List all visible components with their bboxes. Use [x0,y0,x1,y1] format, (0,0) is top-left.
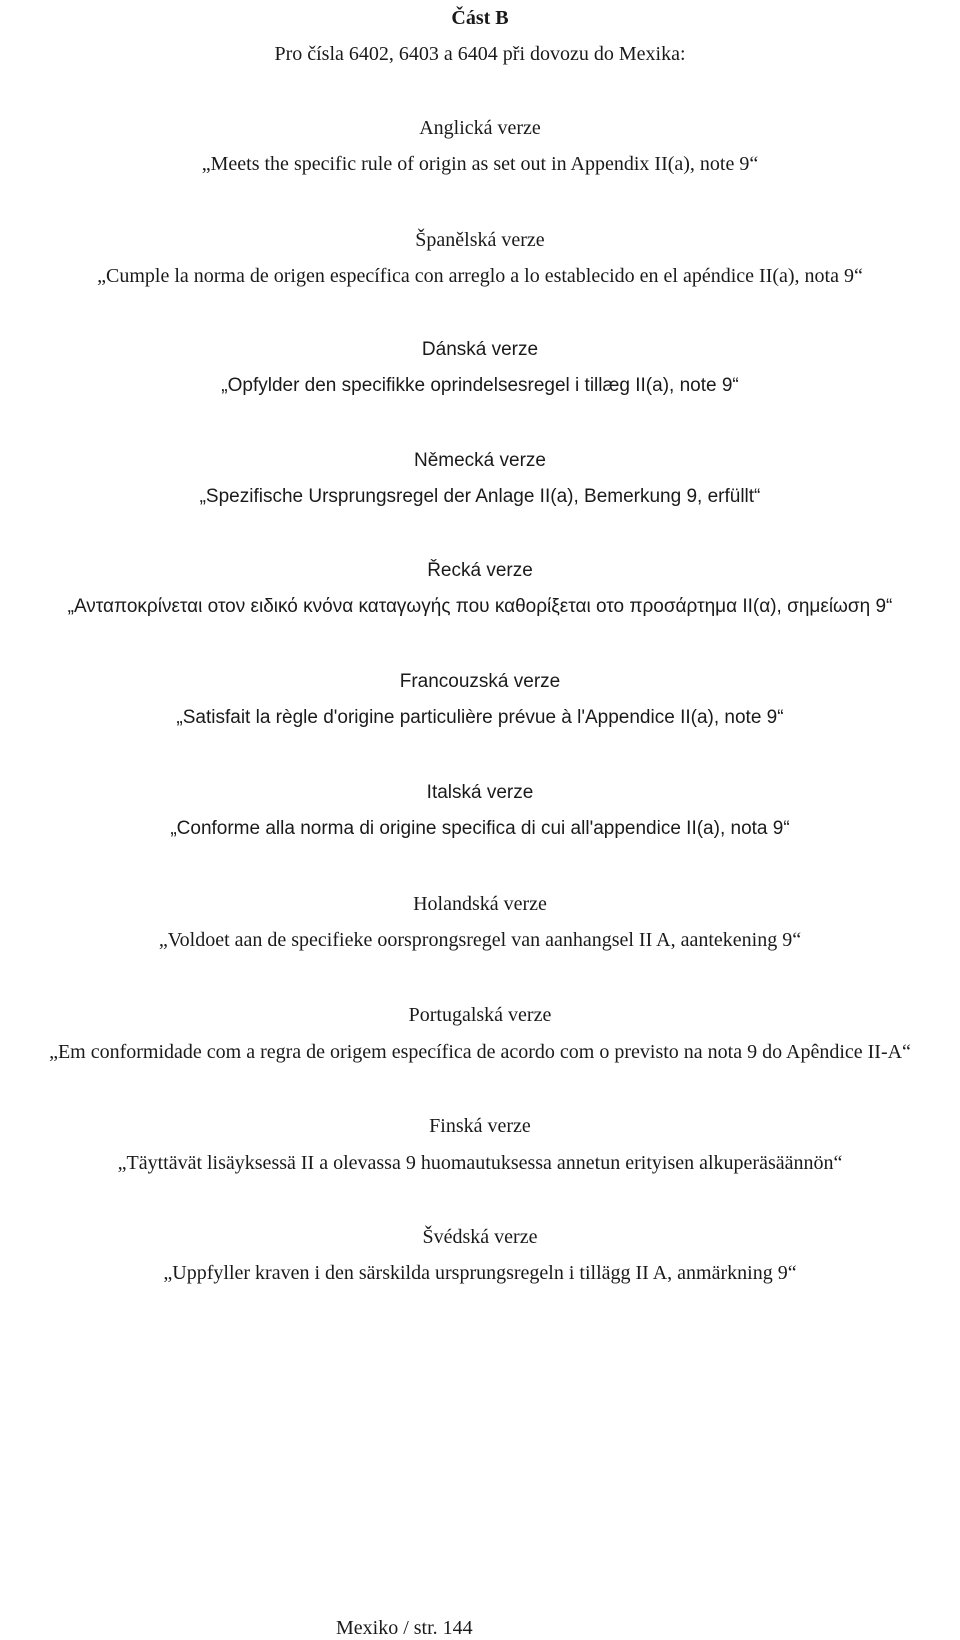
version-label-finnish: Finská verze [429,1115,531,1137]
page-footer: Mexiko / str. 144 [336,1617,473,1639]
version-label-swedish: Švédská verze [422,1226,538,1248]
version-text-portuguese: „Em conformidade com a regra de origem específica de acordo com o previsto na nota 9 do Apêndice II-A“ [49,1041,911,1063]
section-title: Část B [451,7,509,29]
version-text-dutch: „Voldoet aan de specifieke oorsprongsregel van aanhangsel II A, aantekening 9“ [158,929,802,951]
version-label-portuguese: Portugalská verze [408,1004,552,1026]
version-text-french: „Satisfait la règle d'origine particulière prévue à l'Appendice II(a), note 9“ [176,707,784,728]
version-label-english: Anglická verze [419,117,541,139]
version-text-greek: „Ανταποκρίνεται οτον ειδικό κνόνα καταγωγής που καθορίξεται οτο προσάρτημα ΙΙ(α), σημείωση 9“ [67,596,893,617]
version-text-english: „Meets the specific rule of origin as set out in Appendix II(a), note 9“ [201,153,759,175]
version-label-german: Německá verze [414,450,546,471]
version-label-italian: Italská verze [426,782,534,803]
version-text-italian: „Conforme alla norma di origine specifica di cui all'appendice II(a), nota 9“ [170,818,790,839]
version-label-greek: Řecká verze [427,560,533,581]
intro-text: Pro čísla 6402, 6403 a 6404 při dovozu do Mexika: [274,43,686,65]
version-text-swedish: „Uppfyller kraven i den särskilda ursprungsregeln i tillägg II A, anmärkning 9“ [163,1262,797,1284]
version-text-spanish: „Cumple la norma de origen específica con arreglo a lo establecido en el apéndice II(a), nota 9“ [97,265,863,287]
version-label-dutch: Holandská verze [413,893,547,915]
version-text-german: „Spezifische Ursprungsregel der Anlage II(a), Bemerkung 9, erfüllt“ [199,486,761,507]
version-label-french: Francouzská verze [399,671,561,692]
version-text-finnish: „Täyttävät lisäyksessä II a olevassa 9 huomautuksessa annetun erityisen alkuperäsäännön“ [117,1152,843,1174]
version-text-danish: „Opfylder den specifikke oprindelsesregel i tillæg II(a), note 9“ [221,375,739,396]
version-label-danish: Dánská verze [421,339,539,360]
version-label-spanish: Španělská verze [415,229,545,251]
